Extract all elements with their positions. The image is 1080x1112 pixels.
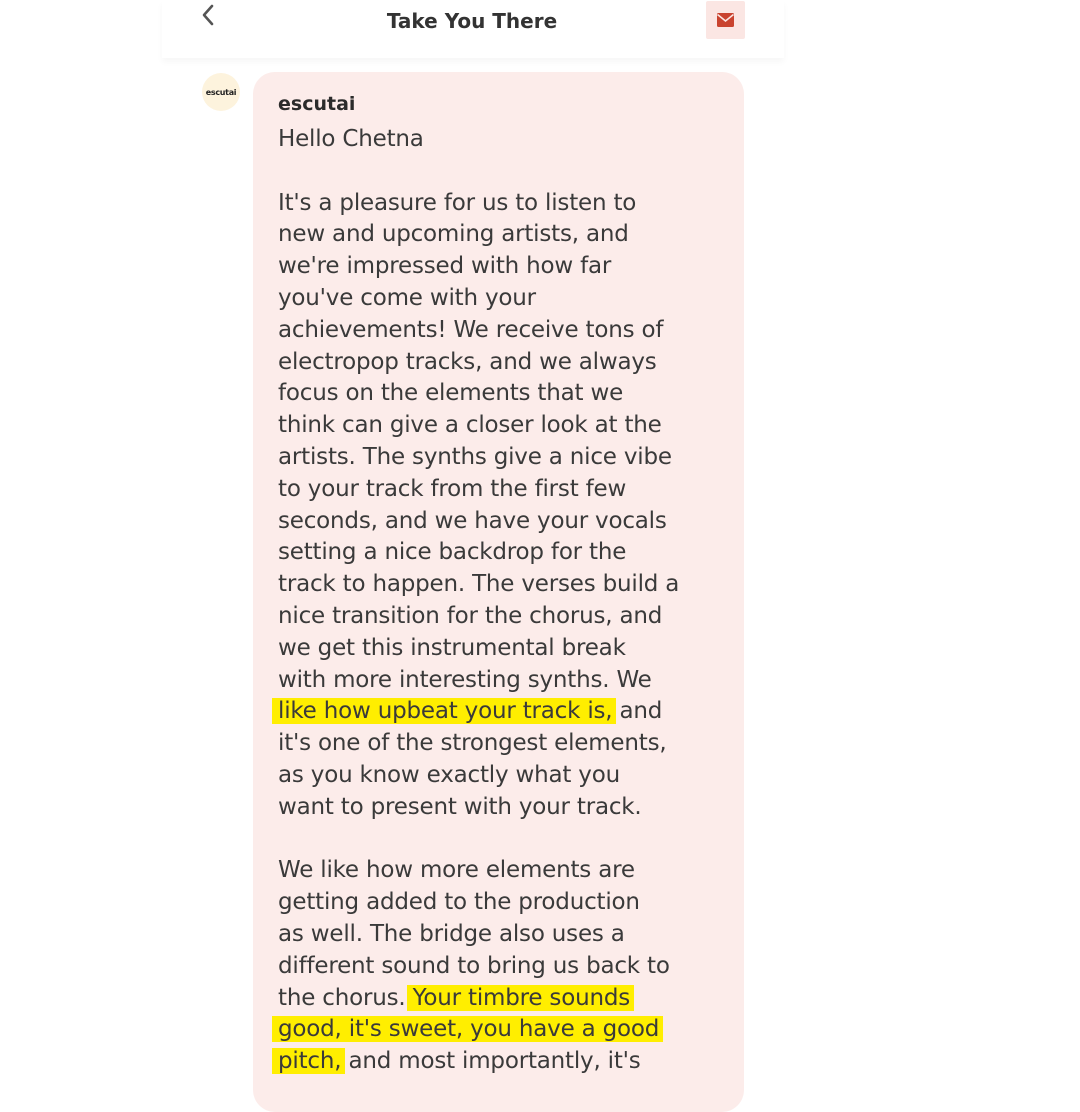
message-text: artists. The synths give a nice vibe bbox=[278, 443, 672, 470]
message-line bbox=[278, 347, 723, 379]
message-body bbox=[278, 124, 723, 1078]
highlighted-text: good, it's sweet, you have a good bbox=[278, 1016, 660, 1043]
message-line bbox=[278, 474, 723, 506]
message-line bbox=[278, 919, 723, 951]
message-text: We like how more elements are bbox=[278, 857, 635, 884]
message-text: achievements! We receive tons of bbox=[278, 316, 664, 343]
message-line bbox=[278, 696, 723, 728]
greeting: Hello Chetna bbox=[278, 126, 424, 152]
sender-name: escutai bbox=[278, 93, 356, 115]
message-text: and most importantly, it's bbox=[341, 1048, 641, 1075]
chevron-left-icon bbox=[200, 2, 216, 28]
message-text: different sound to bring us back to bbox=[278, 952, 670, 979]
message-text: as you know exactly what you bbox=[278, 761, 620, 788]
message-line bbox=[278, 983, 723, 1015]
message-text: with more interesting synths. We bbox=[278, 666, 652, 693]
avatar-label: escutai bbox=[205, 87, 237, 97]
message-line bbox=[278, 792, 723, 824]
envelope-icon bbox=[717, 13, 734, 27]
message-text: seconds, and we have your vocals bbox=[278, 507, 667, 534]
message-line bbox=[278, 1014, 723, 1046]
message-text: the chorus. bbox=[278, 984, 413, 1011]
message-text: and bbox=[612, 698, 663, 725]
message-line bbox=[278, 251, 723, 283]
message-line bbox=[278, 951, 723, 983]
message-line bbox=[278, 410, 723, 442]
message-text: electropop tracks, and we always bbox=[278, 348, 657, 375]
message-line bbox=[278, 601, 723, 633]
message-text: It's a pleasure for us to listen to bbox=[278, 189, 637, 216]
message-text: as well. The bridge also uses a bbox=[278, 920, 625, 947]
message-text: to your track from the first few bbox=[278, 475, 627, 502]
message-line bbox=[278, 855, 723, 887]
highlighted-text: like how upbeat your track is, bbox=[278, 698, 613, 725]
message-text: setting a nice backdrop for the bbox=[278, 539, 627, 566]
paragraph-1 bbox=[278, 188, 723, 824]
message-text: want to present with your track. bbox=[278, 793, 642, 820]
avatar[interactable] bbox=[202, 73, 240, 111]
paragraph-gap bbox=[278, 824, 723, 856]
message-text: it's one of the strongest elements, bbox=[278, 730, 667, 757]
page-title: Take You There bbox=[386, 9, 558, 33]
message-text: nice transition for the chorus, and bbox=[278, 602, 663, 629]
message-line bbox=[278, 283, 723, 315]
back-button[interactable] bbox=[200, 2, 216, 28]
message-line bbox=[278, 219, 723, 251]
highlighted-text: Your timbre sounds bbox=[412, 984, 631, 1011]
message-text: new and upcoming artists, and bbox=[278, 221, 629, 248]
message-line bbox=[278, 537, 723, 569]
message-text: think can give a closer look at the bbox=[278, 412, 662, 439]
paragraph-2 bbox=[278, 855, 723, 1078]
mail-button[interactable] bbox=[706, 1, 745, 39]
message-line bbox=[278, 633, 723, 665]
message-line bbox=[278, 188, 723, 220]
paragraph-gap bbox=[278, 156, 723, 188]
message-line bbox=[278, 887, 723, 919]
highlighted-text: pitch, bbox=[278, 1048, 342, 1075]
message-line bbox=[278, 665, 723, 697]
message-line bbox=[278, 1046, 723, 1078]
message-line bbox=[278, 728, 723, 760]
message-line bbox=[278, 315, 723, 347]
message-text: getting added to the production bbox=[278, 889, 640, 916]
message-text: we get this instrumental break bbox=[278, 634, 626, 661]
message-text: you've come with your bbox=[278, 284, 536, 311]
message-line bbox=[278, 569, 723, 601]
message-line bbox=[278, 760, 723, 792]
message-line bbox=[278, 506, 723, 538]
message-line bbox=[278, 378, 723, 410]
message-text: we're impressed with how far bbox=[278, 253, 612, 280]
message-text: focus on the elements that we bbox=[278, 380, 624, 407]
message-line bbox=[278, 442, 723, 474]
message-text: track to happen. The verses build a bbox=[278, 571, 680, 598]
